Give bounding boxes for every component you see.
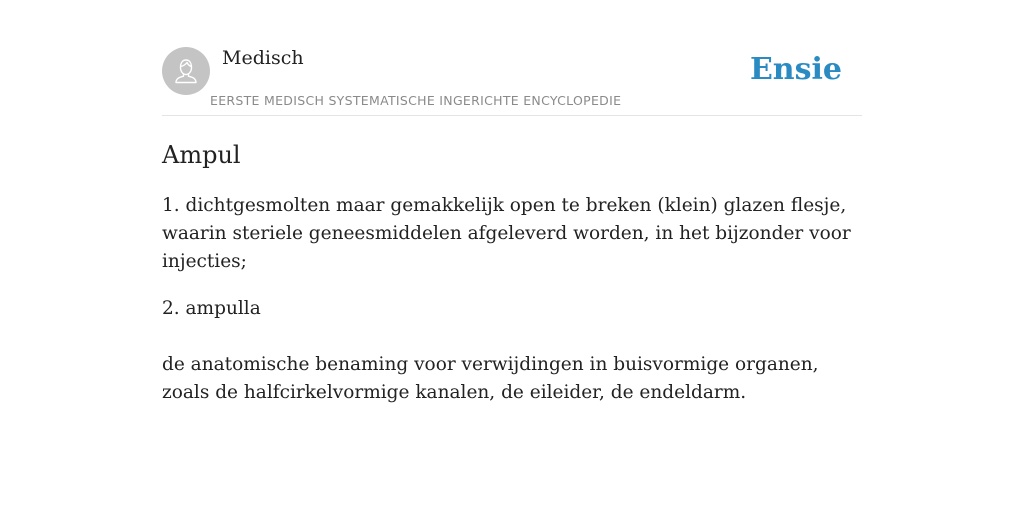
brand-logo[interactable]: Ensie — [749, 52, 842, 87]
avatar[interactable] — [162, 47, 210, 95]
definition-paragraph: de anatomische benaming voor verwijdingen in buisvormige organen, zoals de halfcirkelvormige kanalen, de eileider, de endeldarm. — [162, 354, 819, 403]
article-content — [162, 192, 862, 407]
article-header — [162, 0, 862, 116]
user-silhouette-icon — [171, 56, 201, 86]
page-title: Ampul — [162, 141, 241, 169]
definition-paragraph: 1. dichtgesmolten maar gemakkelijk open te breken (klein) glazen flesje, waarin steriele geneesmiddelen afgeleverd worden, in het bijzonder voor injecties; — [162, 195, 851, 272]
definition-paragraph: 2. ampulla — [162, 298, 261, 319]
author-name[interactable]: Medisch — [222, 47, 304, 69]
article-card — [162, 0, 862, 512]
source-subtitle: EERSTE MEDISCH SYSTEMATISCHE INGERICHTE ENCYCLOPEDIE — [210, 93, 622, 108]
